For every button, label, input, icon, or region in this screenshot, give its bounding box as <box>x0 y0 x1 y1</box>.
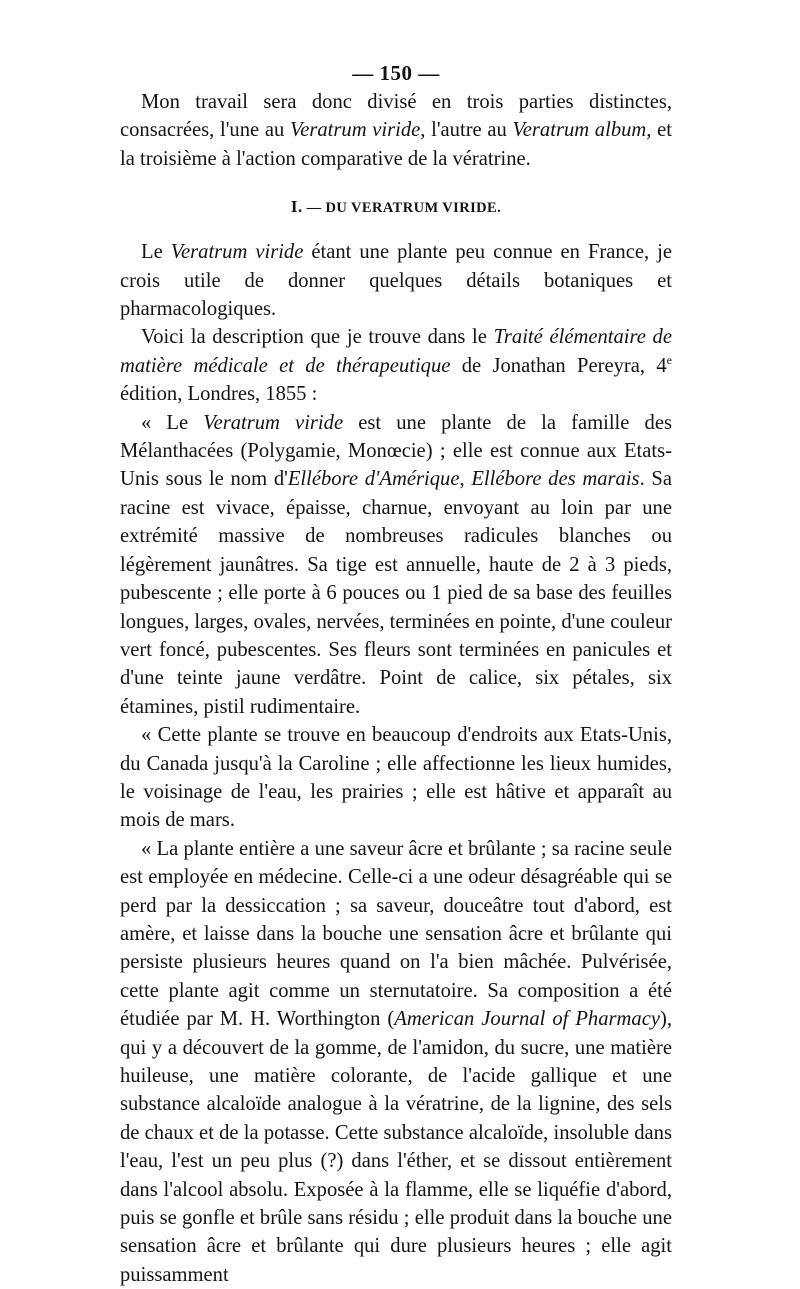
section-heading <box>120 197 672 218</box>
italic-run: American Journal of Pharmacy <box>394 1008 660 1031</box>
paragraph-description: « Le Veratrum viride est une plante de la famille des Mélanthacées (Polygamie, Monœcie) ; elle est connue aux Etats-Unis sous le nom d'Ellébore d'Amérique, Ellébore des marais. Sa racine est vivace, épaisse, charnue, envoyant au loin par une extrémité massive de nombreuses radicules blanches ou légèrement jaunâtres. Sa tige est annuelle, haute de 2 à 3 pieds, pubescente ; elle porte à 6 pouces ou 1 pied de sa base des feuilles longues, larges, ovales, nervées, terminées en pointe, d'une couleur vert foncé, pubescentes. Ses fleurs sont terminées en panicules et d'une teinte jaune verdâtre. Point de calice, six pétales, six étamines, pistil rudimentaire. <box>120 411 673 718</box>
section-number: I. <box>290 197 303 217</box>
paragraph-properties: « La plante entière a une saveur âcre et brûlante ; sa racine seule est employée en médecine. Celle-ci a une odeur désagréable qui se perd par la dessiccation ; sa saveur, douceâtre tout d'abord, est amère, et laisse dans la bouche une sensation âcre et brûlante qui persiste plusieurs heures quand on l'a bien mâchée. Pulvérisée, cette plante agit comme un sternutatoire. Sa composition a été étudiée par M. H. Worthington (American Journal of Pharmacy), qui y a découvert de la gomme, de l'amidon, du sucre, une matière huileuse, une matière colorante, de l'acide gallique et une substance alcaloïde analogue à la vératrine, de la lignine, des sels de chaux et de la potasse. Cette substance alcaloïde, insoluble dans l'eau, l'est un peu plus (?) dans l'éther, et se dissout entièrement dans l'alcool absolu. Exposée à la flamme, elle se liquéfie d'abord, puis se gonfle et brûle sans résidu ; elle produit dans la bouche une sensation âcre et brûlante qui dure plusieurs heures ; elle agit puissamment <box>120 837 672 1286</box>
paragraph-habitat: « Cette plante se trouve en beaucoup d'endroits aux Etats-Unis, du Canada jusqu'à la Caroline ; elle affectionne les lieux humides, le voisinage de l'eau, les prairies ; elle est hâtive et apparaît au mois de mars. <box>120 724 672 832</box>
italic-run: Ellébore d'Amérique <box>287 468 460 491</box>
italic-run: Ellébore des marais <box>471 468 640 491</box>
italic-run: Veratrum album <box>512 119 647 142</box>
paragraph-source: Voici la description que je trouve dans le Traité élémentaire de matière médicale et de thérapeutique de Jonathan Pereyra, 4e édition, Londres, 1855 : <box>120 326 672 406</box>
section-title: — DU VERATRUM VIRIDE. <box>306 200 502 217</box>
opening-paragraph: Mon travail sera donc divisé en trois parties distinctes, consacrées, l'une au Veratrum viride, l'autre au Veratrum album, et la troisième à l'action comparative de la vératrine. <box>120 91 672 170</box>
page-number: — 150 — <box>352 61 440 85</box>
italic-run: Traité élémentaire de matière médicale et de thérapeutique <box>120 326 672 377</box>
book-page <box>120 58 672 1289</box>
italic-run: Veratrum viride <box>170 241 304 264</box>
italic-run: Veratrum viride <box>203 411 344 434</box>
superscript-run: e <box>666 352 672 367</box>
italic-run: Veratrum viride <box>289 119 421 142</box>
paragraph-intro: Le Veratrum viride étant une plante peu connue en France, je crois utile de donner quelques détails botaniques et pharmacologiques. <box>120 241 672 321</box>
